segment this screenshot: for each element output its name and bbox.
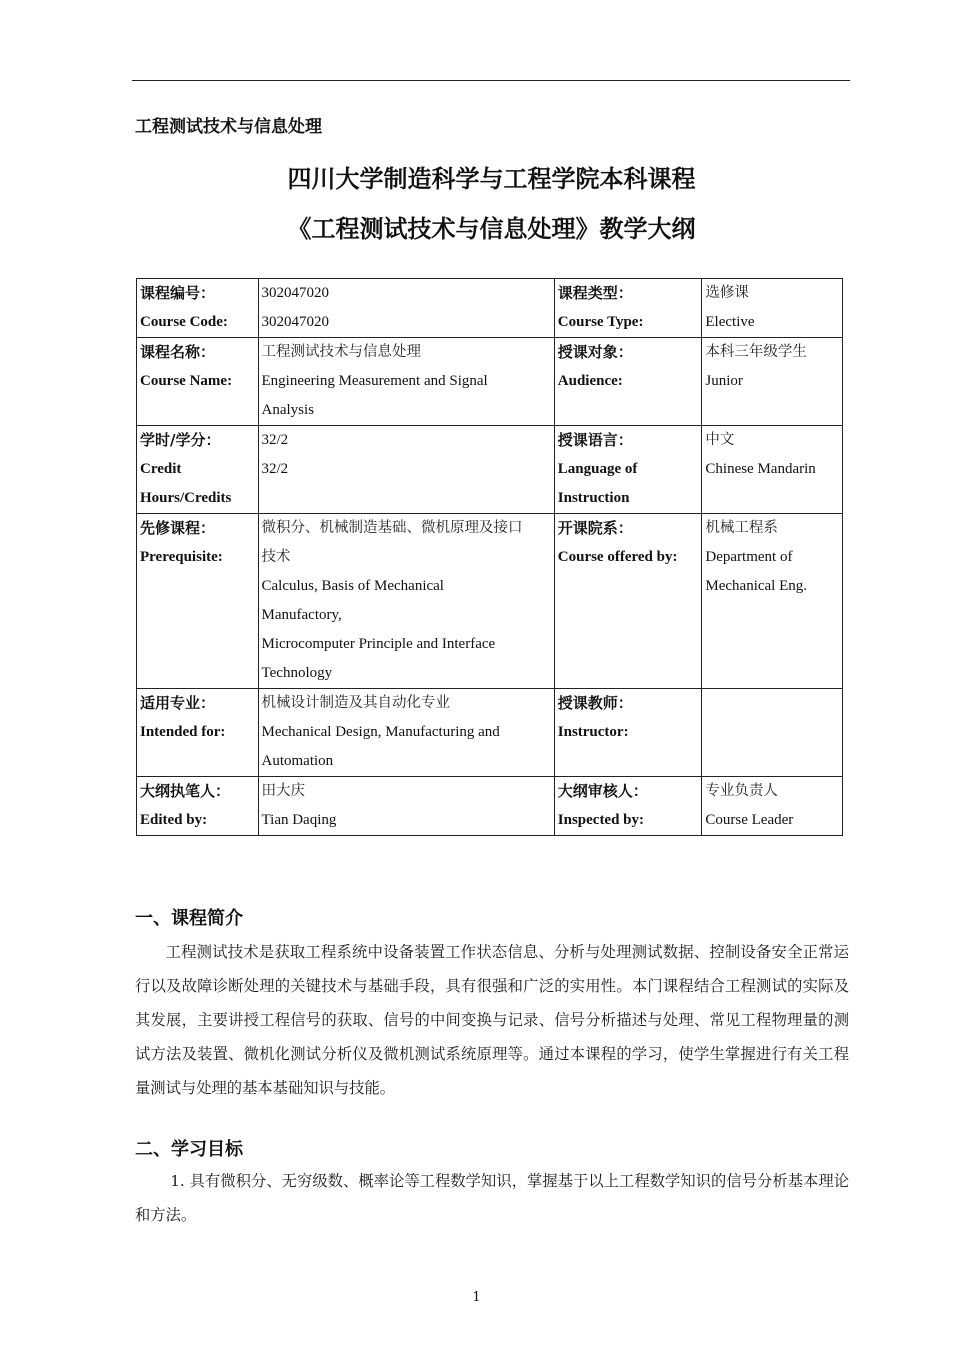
label-cell xyxy=(137,777,259,836)
cell-line: 学时/学分： xyxy=(140,431,221,449)
cell-line: Instructor: xyxy=(557,724,629,740)
label-cell xyxy=(137,279,259,338)
cell-line: Course Code: xyxy=(140,314,228,330)
cell-line: 授课对象： xyxy=(557,343,633,361)
cell-line: 微积分、机械制造基础、微机原理及接口 xyxy=(261,520,523,536)
value-cell xyxy=(702,338,843,426)
section-heading-intro: 一、课程简介 xyxy=(135,908,243,929)
cell-line: 302047020 xyxy=(261,285,330,301)
cell-line: Course Name: xyxy=(140,373,233,389)
cell-line: Elective xyxy=(705,314,755,330)
cell-line: 机械设计制造及其自动化专业 xyxy=(261,695,451,711)
value-cell xyxy=(258,689,554,777)
page-title-line1: 四川大学制造科学与工程学院本科课程 xyxy=(287,165,696,193)
page-number: 1 xyxy=(472,1290,481,1305)
section-heading-goals: 二、学习目标 xyxy=(135,1139,243,1160)
label-cell xyxy=(137,514,259,689)
value-cell xyxy=(702,426,843,514)
cell-line: Prerequisite: xyxy=(140,549,223,565)
cell-line: Course Leader xyxy=(705,812,794,828)
label-cell xyxy=(554,514,702,689)
cell-line: Department of xyxy=(705,549,793,565)
cell-line: 工程测试技术与信息处理 xyxy=(261,344,422,360)
cell-line: 课程编号： xyxy=(140,284,216,302)
cell-line: Course offered by: xyxy=(557,549,678,565)
cell-line: Language of xyxy=(557,461,638,477)
cell-line: 大纲执笔人： xyxy=(140,782,231,800)
label-cell xyxy=(554,338,702,426)
cell-line: 授课语言： xyxy=(557,431,633,449)
cell-line: 适用专业： xyxy=(140,694,216,712)
cell-line: Manufactory, xyxy=(261,607,342,623)
cell-line: 先修课程： xyxy=(140,519,216,537)
table-row xyxy=(137,279,843,338)
cell-line: 课程类型： xyxy=(557,284,633,302)
cell-line: 机械工程系 xyxy=(705,520,778,536)
label-cell xyxy=(137,426,259,514)
label-cell xyxy=(554,279,702,338)
cell-line: Analysis xyxy=(261,402,315,418)
table-row xyxy=(137,689,843,777)
cell-line: Microcomputer Principle and Interface xyxy=(261,636,496,652)
value-cell xyxy=(702,279,843,338)
label-cell xyxy=(554,777,702,836)
value-cell xyxy=(702,689,843,777)
value-cell xyxy=(258,338,554,426)
cell-line: 技术 xyxy=(261,549,291,565)
cell-line: Engineering Measurement and Signal xyxy=(261,373,488,389)
running-header: 工程测试技术与信息处理 xyxy=(135,117,322,137)
cell-line: Technology xyxy=(261,665,333,681)
cell-line: Credit xyxy=(140,461,182,477)
label-cell xyxy=(137,689,259,777)
cell-line: 大纲审核人： xyxy=(557,782,648,800)
label-cell xyxy=(137,338,259,426)
label-cell xyxy=(554,426,702,514)
header-rule xyxy=(132,80,850,81)
label-cell xyxy=(554,689,702,777)
cell-line: 开课院系： xyxy=(557,519,633,537)
value-cell xyxy=(258,777,554,836)
cell-line: Automation xyxy=(261,753,334,769)
cell-line: 中文 xyxy=(705,432,735,448)
cell-line: 专业负责人 xyxy=(705,783,778,799)
cell-line: 授课教师： xyxy=(557,694,633,712)
value-cell xyxy=(258,426,554,514)
cell-line: 302047020 xyxy=(261,314,330,330)
cell-line: Edited by: xyxy=(140,812,208,828)
cell-line: 田大庆 xyxy=(261,783,306,799)
course-info-table xyxy=(136,278,843,836)
cell-line: 32/2 xyxy=(261,461,289,477)
cell-line: Chinese Mandarin xyxy=(705,461,816,477)
cell-line: Course Type: xyxy=(557,314,644,330)
cell-line: Junior xyxy=(705,373,743,389)
intro-paragraph: 工程测试技术是获取工程系统中设备装置工作状态信息、分析与处理测试数据、控制设备安全正常运行以及故障诊断处理的关键技术与基础手段，具有很强和广泛的实用性。本门课程结合工程测试的实际及其发展，主要讲授工程信号的获取、信号的中间变换与记录、信号分析描述与处理、常见工程物理量的测试方法及装置、微机化测试分析仪及微机测试系统原理等。通过本课程的学习，使学生掌握进行有关工程量测试与处理的基本基础知识与技能。 xyxy=(135,943,849,1097)
cell-line: 32/2 xyxy=(261,432,289,448)
cell-line: 课程名称： xyxy=(140,343,216,361)
cell-line: Audience: xyxy=(557,373,623,389)
cell-line: Hours/Credits xyxy=(140,490,232,506)
cell-line: Mechanical Design, Manufacturing and xyxy=(261,724,500,740)
value-cell xyxy=(258,514,554,689)
value-cell xyxy=(702,777,843,836)
cell-line: Inspected by: xyxy=(557,812,645,828)
value-cell xyxy=(258,279,554,338)
cell-line: Instruction xyxy=(557,490,630,506)
cell-line: Calculus, Basis of Mechanical xyxy=(261,578,444,594)
page-title-line2: 《工程测试技术与信息处理》教学大纲 xyxy=(287,215,696,243)
cell-line: Mechanical Eng. xyxy=(705,578,808,594)
value-cell xyxy=(702,514,843,689)
table-row xyxy=(137,514,843,689)
goal-item-1: 1. 具有微积分、无穷级数、概率论等工程数学知识，掌握基于以上工程数学知识的信号分析基本理论和方法。 xyxy=(135,1172,849,1224)
cell-line: Intended for: xyxy=(140,724,226,740)
table-row xyxy=(137,338,843,426)
table-row xyxy=(137,777,843,836)
table-row xyxy=(137,426,843,514)
cell-line: 选修课 xyxy=(705,285,749,301)
cell-line: 本科三年级学生 xyxy=(705,344,807,360)
cell-line: Tian Daqing xyxy=(261,812,337,828)
